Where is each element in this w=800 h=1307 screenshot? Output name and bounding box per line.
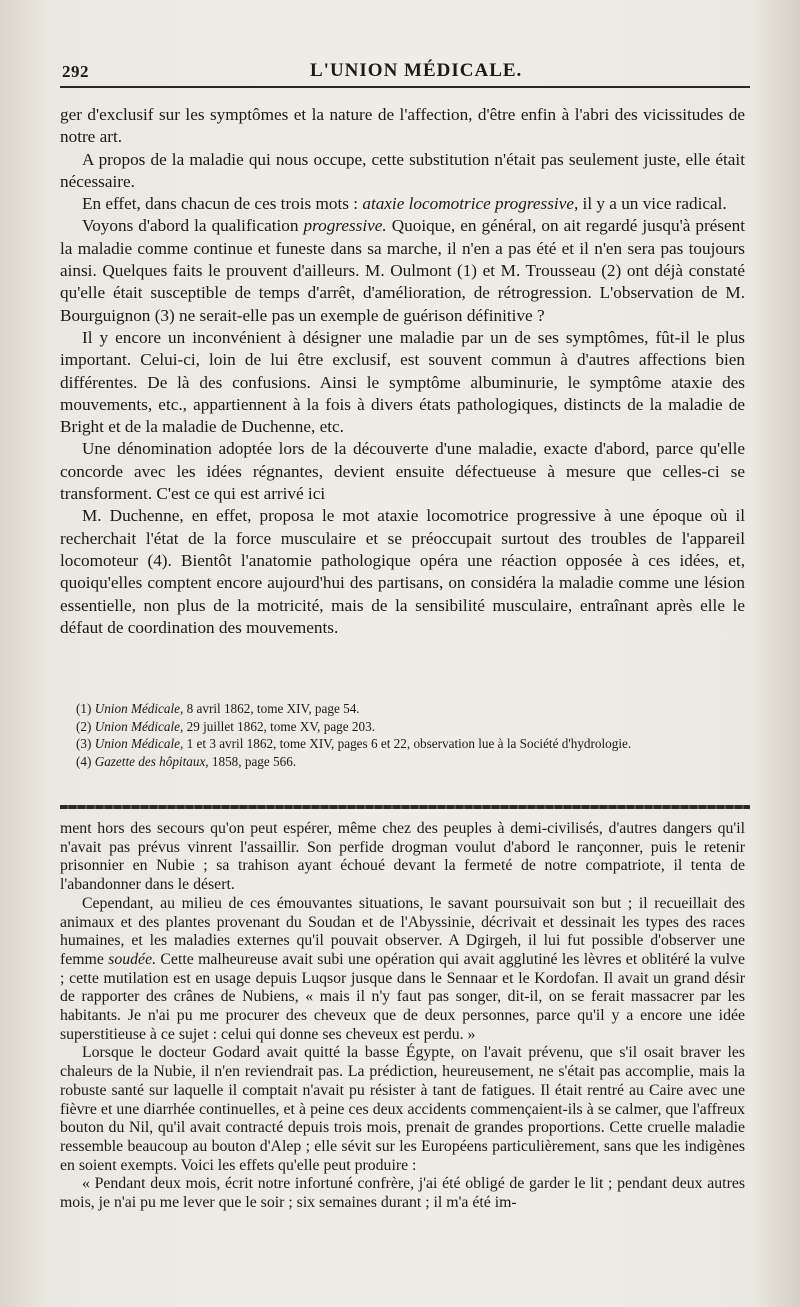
upper-text-column — [60, 104, 745, 639]
running-title: L'UNION MÉDICALE. — [310, 60, 523, 81]
paragraph: En effet, dans chacun de ces trois mots : ataxie locomotrice progressive, il y a un vice radical. — [82, 194, 727, 214]
paragraph: Cependant, au milieu de ces émouvantes situations, le savant poursuivait son but ; il recueillait des animaux et des plantes provenant du Soudan et de l'Abyssinie, décrivait et dessinait les types des races humaines, et les maladies externes qu'il pouvait observer. A Dgirgeh, il lui fut possible d'observer une femme soudée. Cette malheureuse avait subi une opération qui avait agglutiné les lèvres et oblitéré la vulve ; cette mutilation est en usage depuis Luqsor jusque dans le Sennaar et le Kordofan. Il avait un grand désir de rapporter des crânes de Nubiens, « mais il n'y faut pas songer, dit-il, on se ferait massacrer par les habitants. Je n'ai pu me procurer des cheveux que de deux personnes, parce qu'il y a encore une idée superstitieuse à ce sujet : celui qui donne ses cheveux est perdu. » — [60, 894, 745, 1043]
italic-term: ataxie locomotrice progressive, — [362, 194, 579, 214]
paragraph: « Pendant deux mois, écrit notre infortuné confrère, j'ai été obligé de garder le lit ; pendant deux autres mois, je n'ai pu me lever que le soir ; six semaines durant ; il m'a été im- — [60, 1175, 745, 1212]
footnote: (2) Union Médicale, 29 juillet 1862, tome XV, page 203. — [76, 718, 375, 734]
footnotes — [60, 700, 745, 770]
page-number: 292 — [62, 62, 89, 81]
section-divider — [60, 805, 750, 809]
paragraph: Il y encore un inconvénient à désigner une maladie par un de ses symptômes, fût-il le plus important. Celui-ci, loin de lui être exclusif, est souvent commun à d'autres affections bien différentes. De là des confusions. Ainsi le symptôme albuminurie, le symptôme ataxie des mouvements, etc., appartiennent à la fois à divers états pathologiques, distincts de la maladie de Bright et de la maladie de Duchenne, etc. — [60, 327, 745, 437]
paragraph: A propos de la maladie qui nous occupe, cette substitution n'était pas seulement juste, elle était nécessaire. — [60, 149, 745, 191]
page-header — [60, 58, 750, 88]
footnote: (4) Gazette des hôpitaux, 1858, page 566. — [76, 753, 297, 769]
paragraph: Lorsque le docteur Godard avait quitté la basse Égypte, on l'avait prévenu, que s'il osait braver les chaleurs de la Nubie, il n'en reviendrait pas. La prédiction, heureusement, ne s'était pas accomplie, mais la robuste santé sur laquelle il comptait n'avait pu résister à tant de fatigues. Il était rentré au Caire avec une fièvre et une diarrhée continuelles, et à peine ces deux accidents commençaient-ils à se calmer, que l'affreux bouton du Nil, qu'il avait contracté depuis trois mois, prenait de grandes proportions. Cette cruelle maladie ressemble beaucoup au bouton d'Alep ; elle sévit sur les Européens particulièrement, sans que les indigènes en soient exempts. Voici les effets qu'elle peut produire : — [60, 1044, 745, 1174]
footnote: (1) Union Médicale, 8 avril 1862, tome XIV, page 54. — [76, 701, 360, 716]
paragraph: M. Duchenne, en effet, proposa le mot ataxie locomotrice progressive à une époque où il recherchait l'état de la force musculaire et se préoccupait surtout des troubles de l'appareil locomoteur (4). Bientôt l'anatomie pathologique opéra une réaction opposée à ces idées, et, quoiqu'elles comptent encore aujourd'hui des partisans, on considéra la maladie comme une lésion essentielle, non plus de la motricité, mais de la sensibilité musculaire, entraînant après elle le défaut de coordination des mouvements. — [60, 506, 745, 637]
paragraph: Une dénomination adoptée lors de la découverte d'une maladie, exacte d'abord, parce qu'elle concorde avec les idées régnantes, devient ensuite défectueuse à mesure que celles-ci se transforment. C'est ce qui est arrivé ici — [60, 439, 745, 504]
paragraph: ger d'exclusif sur les symptômes et la nature de l'affection, d'être enfin à l'abri des vicissitudes de notre art. — [60, 105, 745, 147]
lower-text-column — [60, 820, 745, 1213]
paragraph: Voyons d'abord la qualification progressive. Quoique, en général, on ait regardé jusqu'à présent la maladie comme continue et funeste dans sa marche, il n'en a pas été et il n'en sera pas toujours ainsi. Quelques faits le prouvent d'ailleurs. M. Oulmont (1) et M. Trousseau (2) ont déjà constaté qu'elle était susceptible de temps d'arrêt, d'amélioration, de rétrogression. L'observation de M. Bourguignon (3) ne serait-elle pas un exemple de guérison définitive ? — [60, 216, 745, 325]
italic-term: soudée. — [108, 950, 157, 968]
paragraph: ment hors des secours qu'on peut espérer, même chez des peuples à demi-civilisés, d'autres dangers qu'il n'avait pas prévus vinrent l'assaillir. Son perfide drogman voulut d'abord le rançonner, puis le retenir prisonnier en Nubie ; sa trahison ayant échoué devant la fermeté de notre compatriote, il tenta de l'abandonner dans le désert. — [60, 820, 745, 894]
footnote: (3) Union Médicale, 1 et 3 avril 1862, tome XIV, pages 6 et 22, observation lue à la Société d'hydrologie. — [76, 736, 632, 752]
italic-term: progressive. — [303, 216, 387, 236]
